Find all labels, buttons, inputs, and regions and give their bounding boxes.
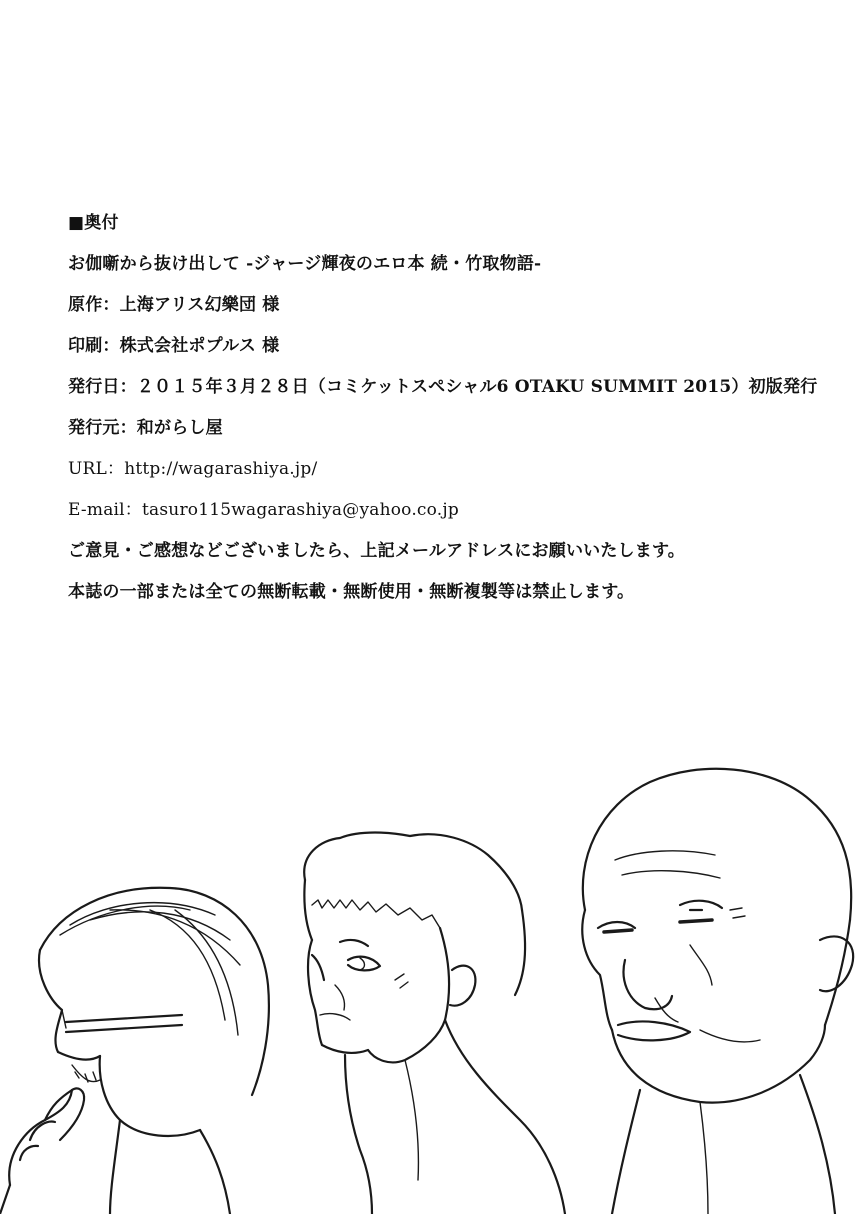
colophon-heading: ■奥付: [68, 213, 119, 233]
old-men-illustration: [0, 760, 859, 1214]
book-title: お伽噺から抜け出して -ジャージ輝夜のエロ本 続・竹取物語-: [68, 254, 542, 274]
email-address: E-mail：tasuro115wagarashiya@yahoo.co.jp: [68, 500, 459, 520]
website-url: URL：http://wagarashiya.jp/: [68, 459, 318, 479]
right-man-figure: [582, 769, 853, 1214]
original-work-credit: 原作：上海アリス幻樂団 様: [68, 295, 280, 315]
printer-credit: 印刷：株式会社ポプルス 様: [68, 336, 280, 356]
middle-man-figure: [304, 833, 565, 1214]
contact-note: ご意見・ご感想などございましたら、上記メールアドレスにお願いいたします。: [68, 541, 685, 561]
colophon-block: [68, 208, 848, 618]
left-man-figure: [0, 888, 269, 1214]
publisher: 発行元：和がらし屋: [68, 418, 223, 438]
publication-date: 発行日：２０１５年３月２８日（コミケットスペシャル6 OTAKU SUMMIT 2015）初版発行: [68, 377, 818, 397]
copyright-note: 本誌の一部または全ての無断転載・無断使用・無断複製等は禁止します。: [68, 582, 635, 602]
